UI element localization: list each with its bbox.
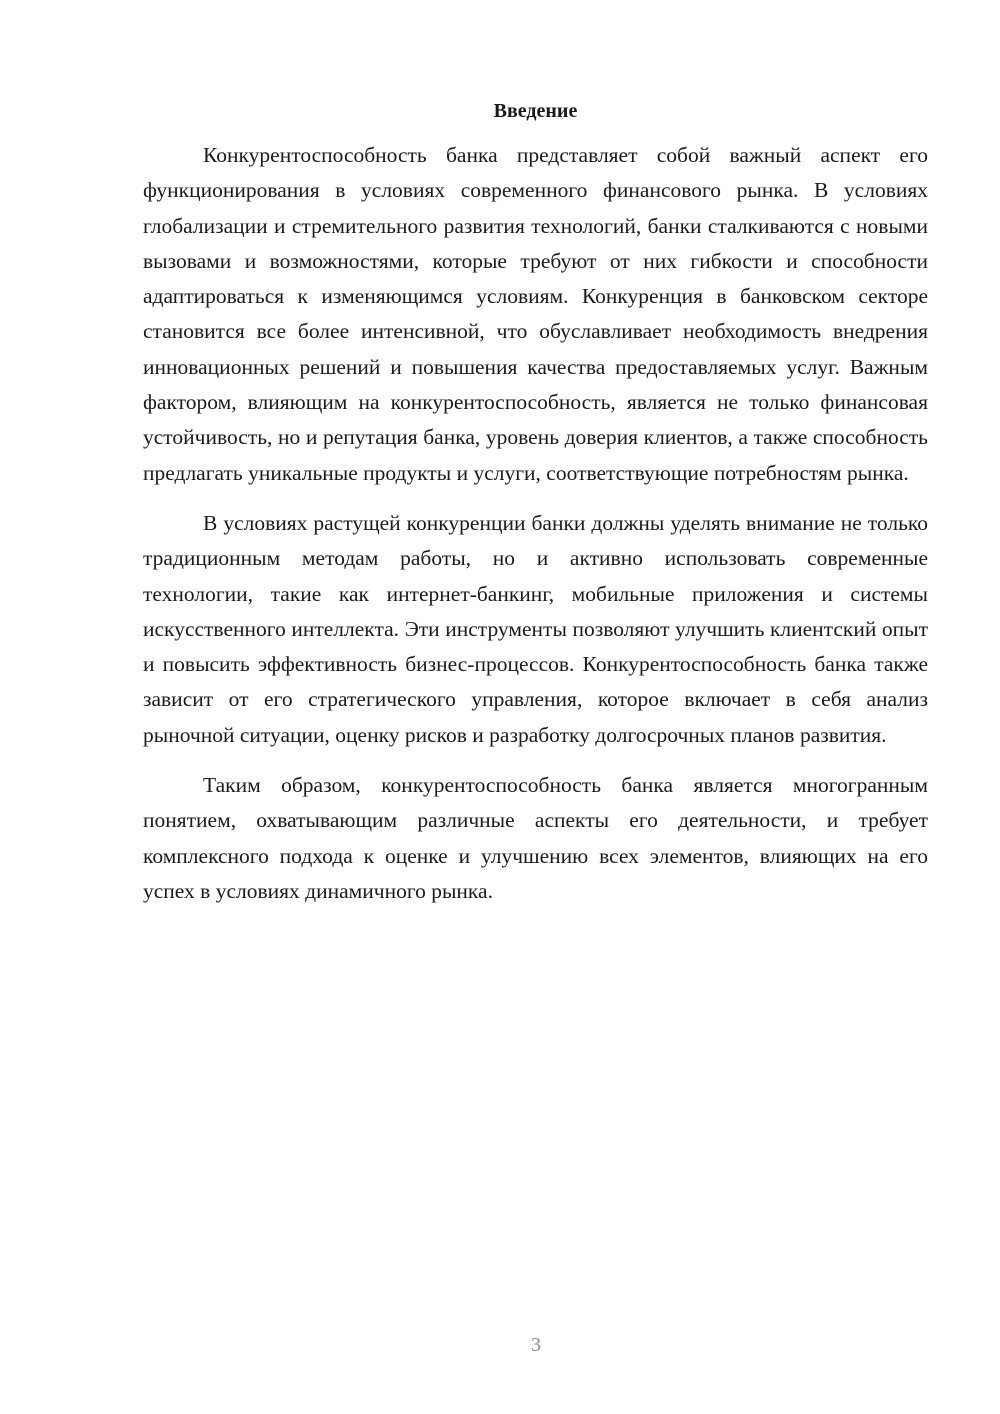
page-number: 3 [531,1334,541,1356]
section-heading: Введение [493,100,578,122]
paragraph-1: Конкурентоспособность банка представляет собой важный аспект его функционирования в условиях современного финансового рынка. В условиях глобализации и стремительного развития технологий, банки сталкиваются с новыми вызовами и возможностями, которые требуют от них гибкости и способности адаптироваться к изменяющимся условиям. Конкуренция в банковском секторе становится все более интенсивной, что обуславливает необходимость внедрения инновационных решений и повышения качества предоставляемых услуг. Важным фактором, влияющим на конкурентоспособность, является не только финансовая устойчивость, но и репутация банка, уровень доверия клиентов, а также способность предлагать уникальные продукты и услуги, соответствующие потребностям рынка. [143,143,928,485]
page-body [143,96,928,924]
paragraph-2: В условиях растущей конкуренции банки должны уделять внимание не только традиционным методам работы, но и активно использовать современные технологии, такие как интернет-банкинг, мобильные приложения и системы искусственного интеллекта. Эти инструменты позволяют улучшить клиентский опыт и повысить эффективность бизнес-процессов. Конкурентоспособность банка также зависит от его стратегического управления, которое включает в себя анализ рыночной ситуации, оценку рисков и разработку долгосрочных планов развития. [143,510,928,747]
paragraph-3: Таким образом, конкурентоспособность банка является многогранным понятием, охватывающим различные аспекты его деятельности, и требует комплексного подхода к оценке и улучшению всех элементов, влияющих на его успех в условиях динамичного рынка. [143,773,928,903]
